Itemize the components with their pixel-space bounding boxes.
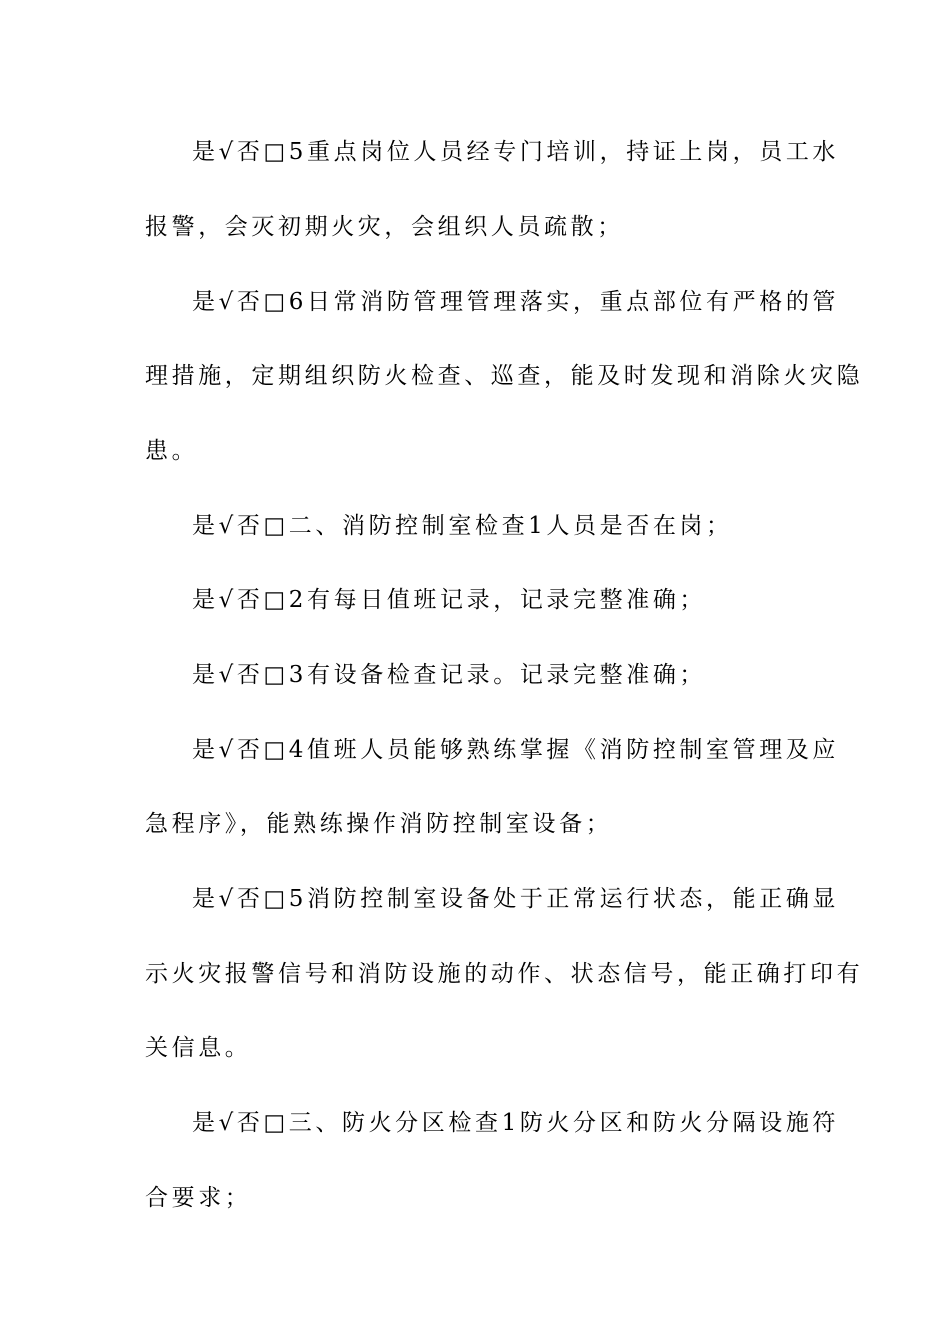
paragraph-line: 理措施，定期组织防火检查、巡查，能及时发现和消除火灾隐	[145, 363, 864, 389]
paragraph-line: 是√否□三、防火分区检查1防火分区和防火分隔设施符	[192, 1110, 840, 1136]
paragraph-line: 是√否□二、消防控制室检查1人员是否在岗；	[192, 513, 733, 539]
paragraph-line: 是√否□5重点岗位人员经专门培训，持证上岗，员工水	[192, 139, 840, 165]
paragraph-line: 是√否□4值班人员能够熟练掌握《消防控制室管理及应	[192, 737, 840, 763]
paragraph-line: 是√否□3有设备检查记录。记录完整准确；	[192, 662, 707, 688]
paragraph-line: 是√否□2有每日值班记录，记录完整准确；	[192, 587, 707, 613]
paragraph-line: 急程序》，能熟练操作消防控制室设备；	[145, 811, 613, 837]
paragraph-line: 合要求；	[145, 1185, 252, 1211]
paragraph-line: 报警，会灭初期火灾，会组织人员疏散；	[145, 214, 624, 240]
paragraph-line: 示火灾报警信号和消防设施的动作、状态信号，能正确打印有	[145, 961, 864, 987]
paragraph-line: 患。	[145, 438, 199, 464]
paragraph-line: 关信息。	[145, 1035, 252, 1061]
paragraph-line: 是√否□5消防控制室设备处于正常运行状态，能正确显	[192, 886, 840, 912]
paragraph-line: 是√否□6日常消防管理管理落实，重点部位有严格的管	[192, 289, 840, 315]
